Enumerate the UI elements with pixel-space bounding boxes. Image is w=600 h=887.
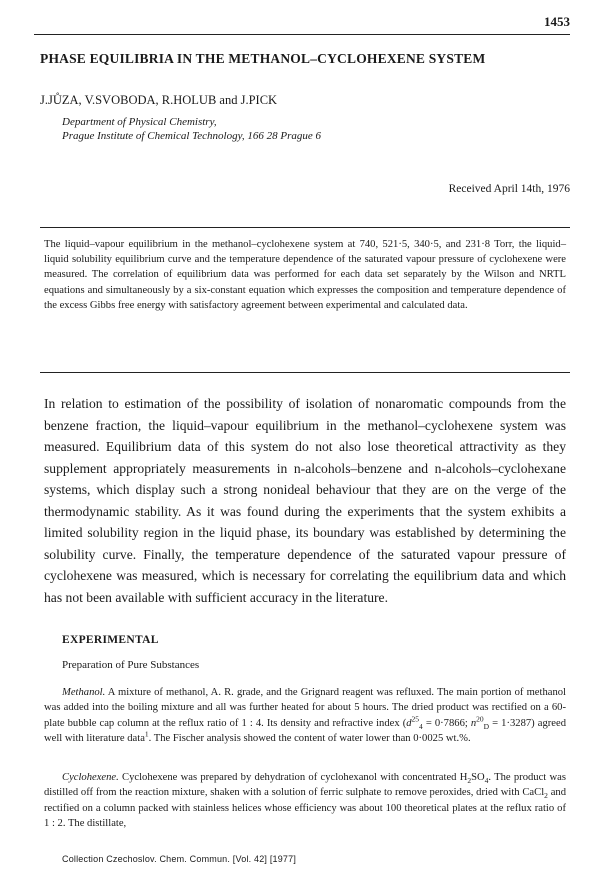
affiliation-institute: Prague Institute of Chemical Technology, 166 28 Prague 6: [62, 130, 321, 142]
received-date: Received April 14th, 1976: [448, 183, 570, 195]
journal-footer: Collection Czechoslov. Chem. Commun. [Vol. 42] [1977]: [62, 854, 297, 864]
reference-marker: 1: [144, 729, 149, 739]
section-heading: EXPERIMENTAL: [62, 634, 159, 646]
header-rule: [34, 34, 570, 35]
article-authors: J.JŮZA, V.SVOBODA, R.HOLUB and J.PICK: [40, 93, 278, 107]
cyclohexene-text-4: and rectified on a column packed with stainless helices whose efficiency was about 100 theoretical plates at the reflux ratio of 1 : 2. The distillate,: [44, 787, 566, 829]
article-title: PHASE EQUILIBRIA IN THE METHANOL–CYCLOHEXENE SYSTEM: [40, 51, 486, 66]
refractive-sup: 20: [476, 714, 484, 724]
abstract-top-rule: [40, 227, 570, 228]
cyclohexene-paragraph: [44, 770, 566, 831]
density-sub: 4: [419, 721, 423, 731]
methanol-text-2: . The Fischer analysis showed the content of water lower than 0·0025 wt.%.: [148, 732, 471, 744]
cyclohexene-text-1: Cyclohexene was prepared by dehydration of cyclohexanol with concentrated H: [118, 772, 468, 783]
refractive-sub: D: [483, 721, 490, 731]
density-value: = 0·7866;: [422, 717, 471, 729]
so4-sub: 4: [484, 776, 489, 786]
affiliation: [62, 115, 321, 143]
methanol-text-1: A mixture of methanol, A. R. grade, and the Grignard reagent was refluxed. The main portion of methanol was added into the boiling mixture and all was further heated for about 5 hours. The dried product was rectified on a 60-plate bubble cap column at the reflux ratio of 1 : 4. Its density and refractive index (: [44, 687, 566, 729]
intro-paragraph: In relation to estimation of the possibility of isolation of nonaromatic compounds from the benzene fraction, the liquid–vapour equilibrium in the methanol–cyclohexene system was measured. Equilibrium data of this system do not also lose theoretical attractivity as they supplement appropriately measurements in n-alcohols–benzene and n-alcohols–cyclohexane systems, which display such a strong nonideal behaviour that they are on the verge of the thermodynamic stability. As it was found during the experiments that the system exhibits a limited solubility region in the liquid phase, its boundary was established by determining the solubility curve. Finally, the temperature dependence of the saturated vapour pressure of cyclohexene was measured, which is necessary for correlating the equilibrium data and which has not been available with sufficient accuracy in the literature.: [44, 396, 566, 605]
abstract-text: The liquid–vapour equilibrium in the methanol–cyclohexene system at 740, 521·5, 340·5, and 231·8 Torr, the liquid–liquid solubility equilibrium curve and the temperature dependence of the saturated vapour pressure of cyclohexene were measured. The correlation of equilibrium data was performed for each data set separately by the Wilson and NRTL equations and simultaneously by a six-constant equation which expresses the composition and temperature dependence of the excess Gibbs free energy with satisfactory agreement between experimental and calculated data.: [44, 239, 566, 311]
cyclohexene-text-3: . The product was distilled off from the reaction mixture, shaken with a solution of ferric sulphate to remove peroxides, dried with CaCl: [44, 772, 566, 799]
page-number: 1453: [544, 14, 570, 29]
h2-sub: 2: [467, 776, 472, 786]
density-sup: 25: [411, 714, 420, 724]
refractive-symbol: n: [470, 717, 477, 729]
density-symbol: d: [406, 717, 412, 729]
cyclohexene-lead: Cyclohexene.: [62, 772, 119, 783]
methanol-lead: Methanol.: [62, 687, 106, 698]
abstract-bottom-rule: [40, 372, 570, 373]
cacl2-sub: 2: [544, 791, 548, 801]
affiliation-department: Department of Physical Chemistry,: [62, 116, 217, 128]
methanol-paragraph: [44, 685, 566, 746]
refractive-value: = 1·3287) agreed well with literature data: [44, 717, 566, 744]
subsection-heading: Preparation of Pure Substances: [62, 659, 200, 671]
cyclohexene-text-2: SO: [471, 772, 485, 783]
